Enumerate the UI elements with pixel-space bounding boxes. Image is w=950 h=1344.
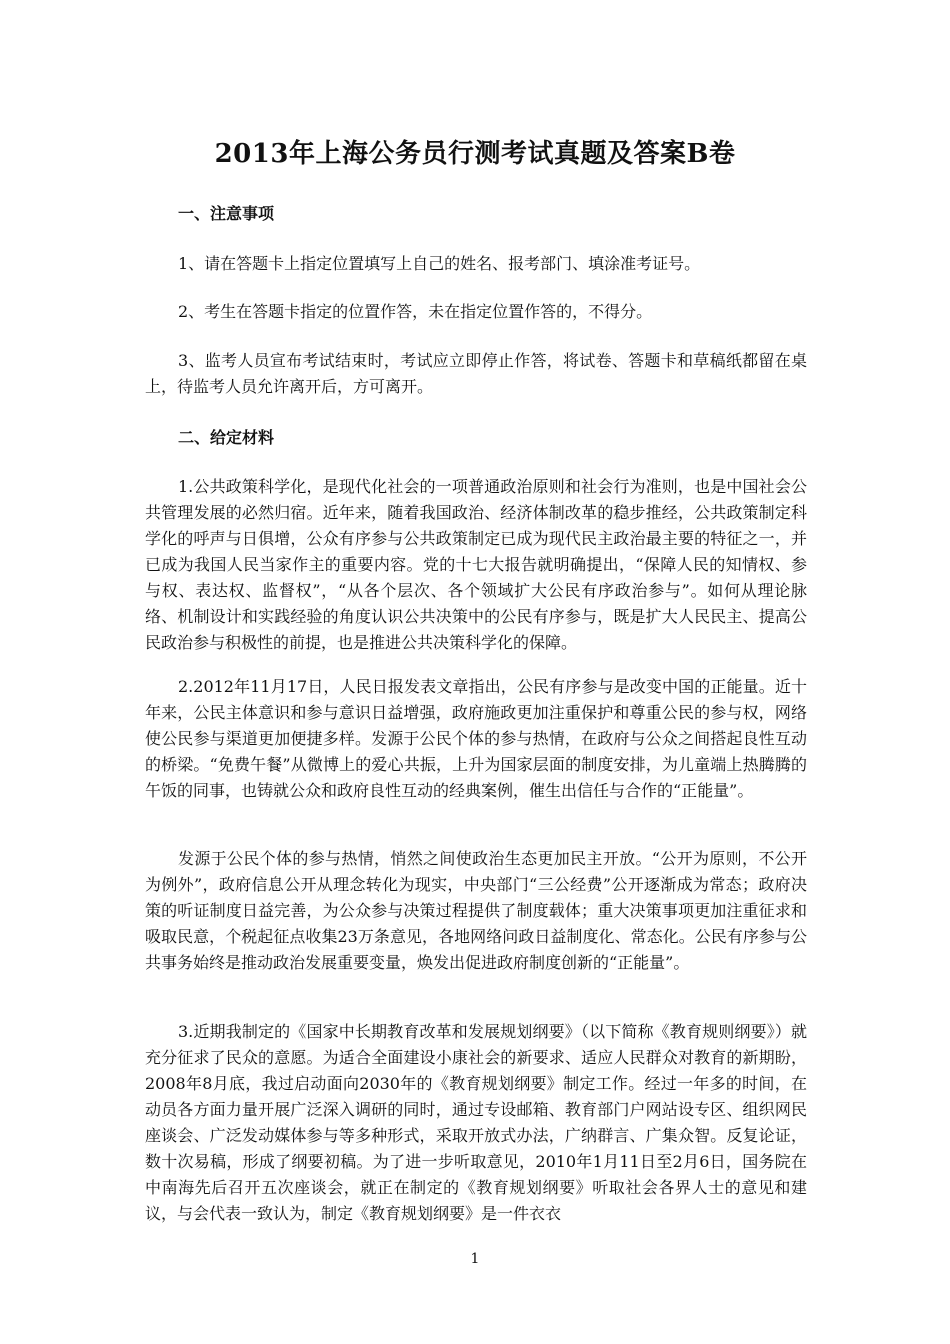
note-item-3: 3、监考人员宣布考试结束时，考试应立即停止作答，将试卷、答题卡和草稿纸都留在桌上，待监考人员允许离开后，方可离开。 <box>145 351 807 396</box>
note-item-2: 2、考生在答题卡指定的位置作答，未在指定位置作答的，不得分。 <box>178 302 653 321</box>
page-number: 1 <box>470 1251 480 1267</box>
material-paragraph-2: 2.2012年11月17日，人民日报发表文章指出，公民有序参与是改变中国的正能量。近十年来，公民主体意识和参与意识日益增强，政府施政更加注重保护和尊重公民的参与权，网络使公民参与渠道更加便捷多样。发源于公民个体的参与热情，在政府与公众之间搭起良性互动的桥梁。“免费午餐”从微博上的爱心共振，上升为国家层面的制度安排，为儿童端上热腾腾的午饭的同事，也铸就公众和政府良性互动的经典案例，催生出信任与合作的“正能量”。 <box>145 677 807 800</box>
material-paragraph-4: 3.近期我制定的《国家中长期教育改革和发展规划纲要》（以下简称《教育规则纲要》）就充分征求了民众的意愿。为适合全面建设小康社会的新要求、适应人民群众对教育的新期盼，2008年8月底，我过启动面向2030年的《教育规划纲要》制定工作。经过一年多的时间，在动员各方面力量开展广泛深入调研的同时，通过专设邮箱、教育部门户网站设专区、组织网民座谈会、广泛发动媒体参与等多种形式，采取开放式办法，广纳群言、广集众智。反复论证，数十次易稿，形成了纲要初稿。为了进一步听取意见，2010年1月11日至2月6日，国务院在中南海先后召开五次座谈会，就正在制定的《教育规划纲要》听取社会各界人士的意见和建议，与会代表一致认为，制定《教育规划纲要》是一件衣衣 <box>145 1022 807 1223</box>
section-heading-materials: 二、给定材料 <box>178 428 275 447</box>
document-title: 2013年上海公务员行测考试真题及答案B卷 <box>214 139 736 169</box>
section-heading-notes: 一、注意事项 <box>178 204 275 223</box>
note-item-1: 1、请在答题卡上指定位置填写上自己的姓名、报考部门、填涂准考证号。 <box>178 254 701 273</box>
material-paragraph-1: 1.公共政策科学化，是现代化社会的一项普通政治原则和社会行为准则，也是中国社会公共管理发展的必然归宿。近年来，随着我国政治、经济体制改革的稳步推经，公共政策制定科学化的呼声与日俱增，公众有序参与公共政策制定已成为现代民主政治最主要的特征之一，并已成为我国人民当家作主的重要内容。党的十七大报告就明确提出，“保障人民的知情权、参与权、表达权、监督权”，“从各个层次、各个领域扩大公民有序政治参与”。如何从理论脉络、机制设计和实践经验的角度认识公共决策中的公民有序参与，既是扩大人民民主、提高公民政治参与积极性的前提，也是推进公共决策科学化的保障。 <box>145 477 807 652</box>
material-paragraph-3: 发源于公民个体的参与热情，悄然之间使政治生态更加民主开放。“公开为原则，不公开为例外”，政府信息公开从理念转化为现实，中央部门“三公经费”公开逐渐成为常态；政府决策的听证制度日益完善，为公众参与决策过程提供了制度载体；重大决策事项更加注重征求和吸取民意，个税起征点收集23万条意见，各地网络问政日益制度化、常态化。公民有序参与公共事务始终是推动政治发展重要变量，焕发出促进政府制度创新的“正能量”。 <box>145 849 807 972</box>
